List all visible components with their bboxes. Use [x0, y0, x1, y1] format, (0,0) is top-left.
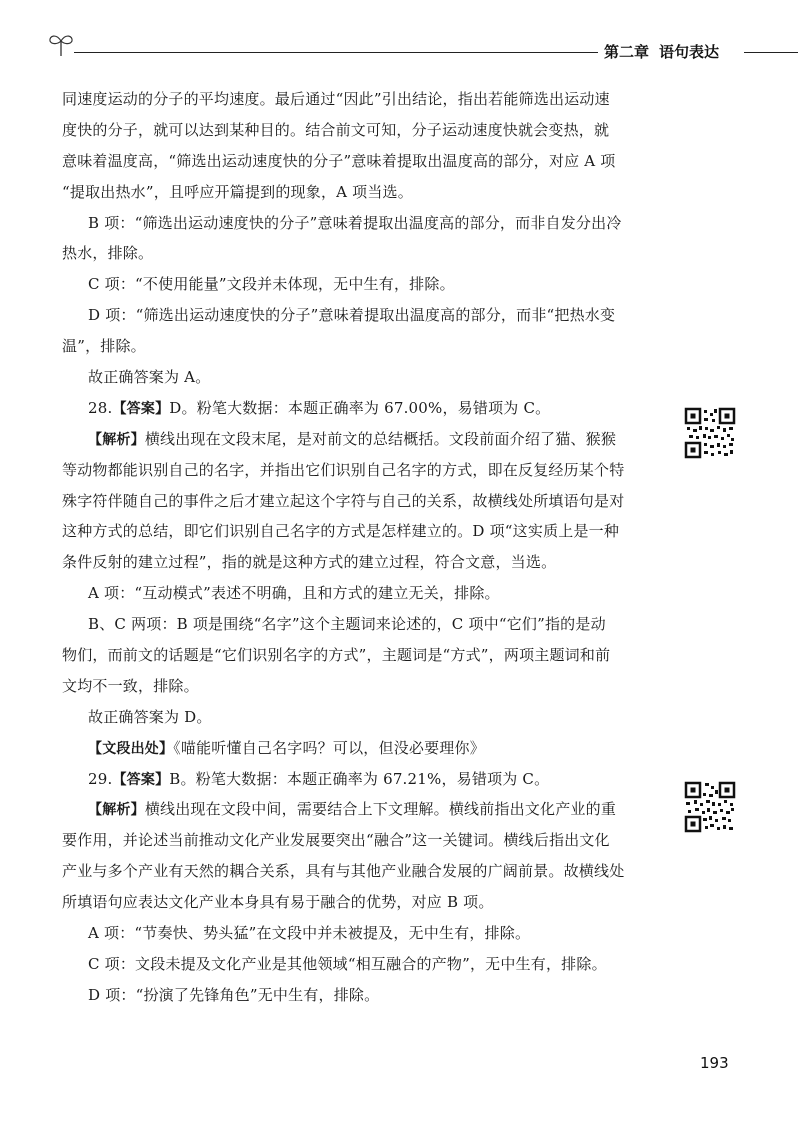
qr-code-icon[interactable]	[684, 781, 736, 833]
answer-tag: 【答案】	[112, 400, 170, 417]
source-tag: 【文段出处】	[88, 740, 174, 757]
body-line	[62, 980, 674, 1011]
body-line	[62, 300, 674, 331]
line-text: C 项：“不使用能量”文段并未体现，无中生有，排除。	[88, 275, 455, 294]
line-text: 热水，排除。	[62, 244, 154, 263]
line-text: D 项：“扮演了先锋角色”无中生有，排除。	[88, 985, 380, 1004]
line-text: B 项：“筛选出运动速度快的分子”意味着提取出温度高的部分，而非自发分出冷	[88, 213, 622, 232]
line-text: 《喵能听懂自己名字吗？可以，但没必要理你》	[173, 738, 485, 757]
header-rule-right	[744, 52, 798, 53]
line-text: 等动物都能识别自己的名字，并指出它们识别自己名字的方式，即在反复经历某个特	[62, 460, 625, 479]
analysis-tag: 【解析】	[88, 802, 145, 819]
body-line	[62, 609, 674, 640]
line-text: 产业与多个产业有天然的耦合关系，具有与其他产业融合发展的广阔前景。故横线处	[62, 862, 625, 881]
line-text: D。粉笔大数据：本题正确率为 67.00%，易错项为 C。	[169, 398, 551, 417]
analysis-29-line	[62, 794, 674, 825]
analysis-tag: 【解析】	[88, 431, 145, 448]
body-line	[62, 84, 674, 115]
line-text: 要作用，并论述当前推动文化产业发展要突出“融合”这一关键词。横线后指出文化	[62, 831, 610, 850]
page-body	[62, 84, 674, 1011]
line-text: 横线出现在文段末尾，是对前文的总结概括。文段前面介绍了猫、猴猴	[144, 429, 617, 448]
body-line	[62, 887, 674, 918]
body-line	[62, 146, 674, 177]
body-line	[62, 115, 674, 146]
line-text: D 项：“筛选出运动速度快的分子”意味着提取出温度高的部分，而非“把热水变	[88, 306, 616, 325]
line-text: B、C 两项：B 项是围绕“名字”这个主题词来论述的，C 项中“它们”指的是动	[88, 615, 606, 634]
body-line	[62, 856, 674, 887]
source-line	[62, 733, 674, 764]
body-line	[62, 516, 674, 547]
answer-tag: 【答案】	[112, 771, 170, 788]
body-line	[62, 177, 674, 208]
line-text: 温”，排除。	[62, 337, 146, 356]
body-line	[62, 949, 674, 980]
body-line	[62, 825, 674, 856]
body-line	[62, 486, 674, 517]
header-rule	[74, 52, 598, 53]
line-text: B。粉笔大数据：本题正确率为 67.21%，易错项为 C。	[169, 769, 550, 788]
line-text: 文均不一致，排除。	[62, 676, 199, 695]
line-text: 这种方式的总结，即它们识别自己名字的方式是怎样建立的。D 项“这实质上是一种	[62, 522, 620, 541]
line-text: 故正确答案为 D。	[88, 707, 212, 726]
line-text: 条件反射的建立过程”，指的就是这种方式的建立过程，符合文意，当选。	[62, 553, 557, 572]
section-label: 语句表达	[659, 43, 720, 61]
question-number: 28.	[88, 398, 113, 417]
running-header	[604, 41, 740, 65]
body-line	[62, 362, 674, 393]
line-text: C 项：文段未提及文化产业是其他领域“相互融合的产物”，无中生有，排除。	[88, 954, 607, 973]
body-line	[62, 208, 674, 239]
page-number: 193	[700, 1054, 729, 1072]
line-text: 物们，而前文的话题是“它们识别名字的方式”，主题词是“方式”，两项主题词和前	[62, 646, 611, 665]
body-line	[62, 455, 674, 486]
body-line	[62, 702, 674, 733]
body-line	[62, 269, 674, 300]
body-line	[62, 331, 674, 362]
line-text: 度快的分子，就可以达到某种目的。结合前文可知，分子运动速度快就会变热，就	[62, 120, 610, 139]
qr-code-icon[interactable]	[684, 407, 736, 459]
line-text: A 项：“节奏快、势头猛”在文段中并未被提及，无中生有，排除。	[88, 924, 531, 943]
body-line	[62, 578, 674, 609]
line-text: “提取出热水”，且呼应开篇提到的现象，A 项当选。	[62, 182, 413, 201]
question-number: 29.	[88, 769, 113, 788]
analysis-28-line	[62, 424, 674, 455]
line-text: 横线出现在文段中间，需要结合上下文理解。横线前指出文化产业的重	[144, 800, 617, 819]
line-text: 同速度运动的分子的平均速度。最后通过“因此”引出结论，指出若能筛选出运动速	[62, 90, 610, 108]
body-line	[62, 547, 674, 578]
answer-29-line	[62, 764, 674, 795]
body-line	[62, 640, 674, 671]
line-text: 所填语句应表达文化产业本身具有易于融合的优势，对应 B 项。	[62, 893, 494, 912]
leaf-icon	[46, 30, 76, 58]
body-line	[62, 671, 674, 702]
line-text: 意味着温度高，“筛选出运动速度快的分子”意味着提取出温度高的部分，对应 A 项	[62, 151, 616, 170]
body-line	[62, 238, 674, 269]
line-text: 故正确答案为 A。	[88, 368, 211, 387]
body-line	[62, 918, 674, 949]
answer-28-line	[62, 393, 674, 424]
chapter-label: 第二章	[604, 43, 650, 61]
line-text: A 项：“互动模式”表述不明确，且和方式的建立无关，排除。	[88, 584, 500, 603]
line-text: 殊字符伴随自己的事件之后才建立起这个字符与自己的关系，故横线处所填语句是对	[62, 491, 625, 510]
